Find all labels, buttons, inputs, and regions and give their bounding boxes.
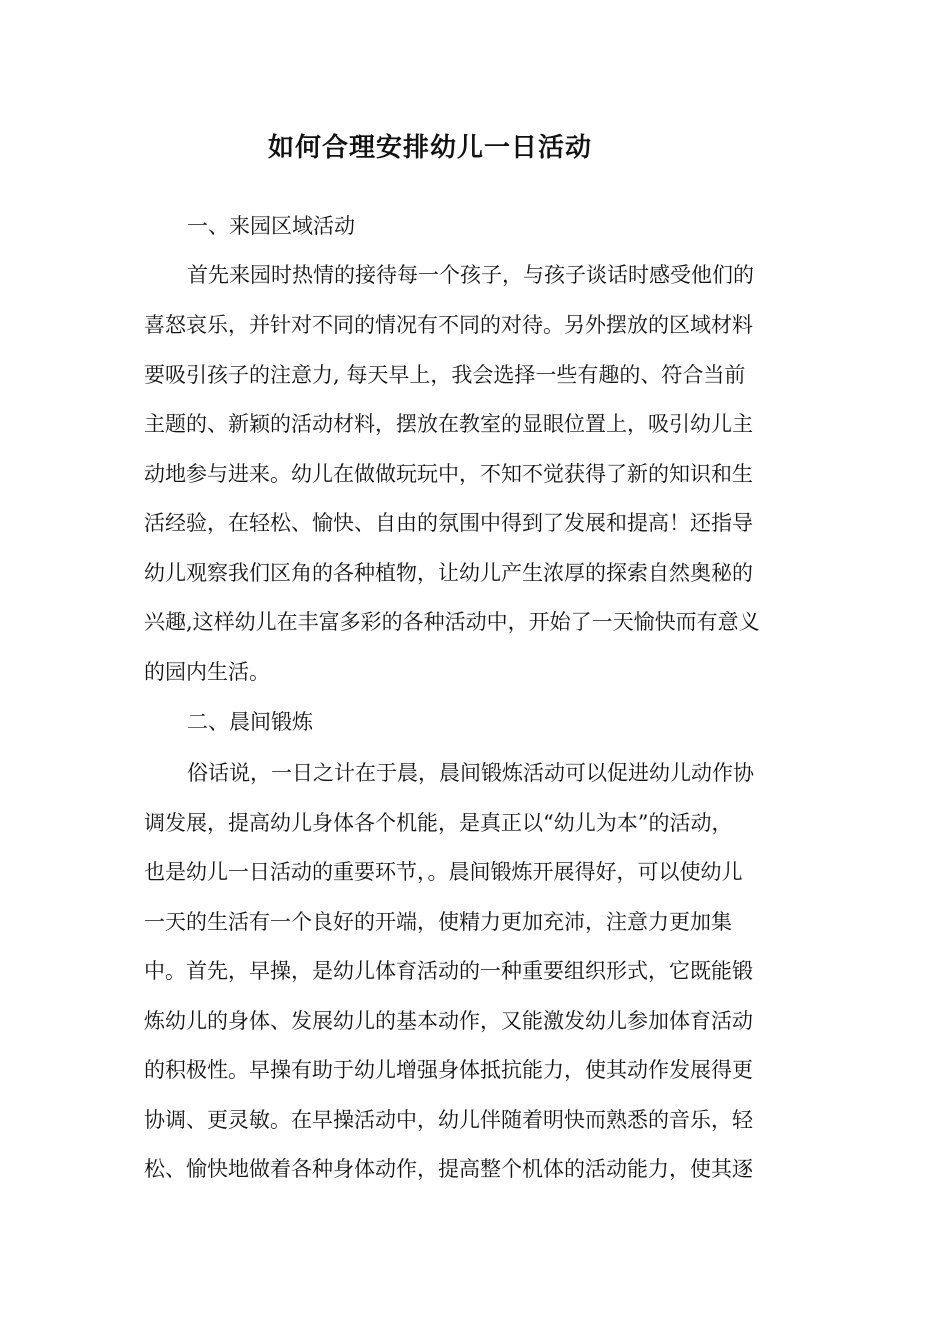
paragraph-line: 主题的、新颖的活动材料，摆放在教室的显眼位置上，吸引幼儿主 bbox=[144, 412, 753, 436]
paragraph-line: 炼幼儿的身体、发展幼儿的基本动作，又能激发幼儿参加体育活动 bbox=[144, 1009, 753, 1033]
paragraph-line: 一天的生活有一个良好的开端，使精力更加充沛，注意力更加集 bbox=[144, 910, 732, 934]
paragraph-line: 幼儿观察我们区角的各种植物，让幼儿产生浓厚的探索自然奥秘的 bbox=[144, 561, 753, 585]
paragraph-line: 中。首先，早操，是幼儿体育活动的一种重要组织形式，它既能锻 bbox=[144, 959, 753, 983]
paragraph-line: 要吸引孩子的注意力, 每天早上，我会选择一些有趣的、符合当前 bbox=[144, 363, 746, 387]
section-heading-1: 一、来园区域活动 bbox=[187, 214, 355, 238]
paragraph-line: 动地参与进来。幼儿在做做玩玩中，不知不觉获得了新的知识和生 bbox=[144, 462, 753, 486]
document-title: 如何合理安排幼儿一日活动 bbox=[267, 133, 592, 163]
paragraph-line: 兴趣,这样幼儿在丰富多彩的各种活动中，开始了一天愉快而有意义 bbox=[144, 610, 760, 634]
paragraph-line: 松、愉快地做着各种身体动作，提高整个机体的活动能力，使其逐 bbox=[144, 1157, 753, 1181]
section-heading-2: 二、晨间锻炼 bbox=[187, 710, 313, 734]
paragraph-line: 首先来园时热情的接待每一个孩子，与孩子谈话时感受他们的 bbox=[187, 263, 754, 287]
paragraph-line: 活经验，在轻松、愉快、自由的氛围中得到了发展和提高！还指导 bbox=[144, 511, 753, 535]
paragraph-line: 也是幼儿一日活动的重要环节，。晨间锻炼开展得好，可以使幼儿 bbox=[144, 860, 743, 884]
paragraph-line: 的园内生活。 bbox=[144, 660, 270, 684]
paragraph-line: 协调、更灵敏。在早操活动中，幼儿伴随着明快而熟悉的音乐，轻 bbox=[144, 1108, 753, 1132]
paragraph-line: 俗话说，一日之计在于晨，晨间锻炼活动可以促进幼儿动作协 bbox=[187, 761, 754, 785]
paragraph-line: 的积极性。早操有助于幼儿增强身体抵抗能力，使其动作发展得更 bbox=[144, 1058, 753, 1082]
paragraph-line: 调发展，提高幼儿身体各个机能，是真正以“幼儿为本”的活动， bbox=[144, 811, 733, 835]
paragraph-line: 喜怒哀乐，并针对不同的情况有不同的对待。另外摆放的区域材料 bbox=[144, 313, 753, 337]
